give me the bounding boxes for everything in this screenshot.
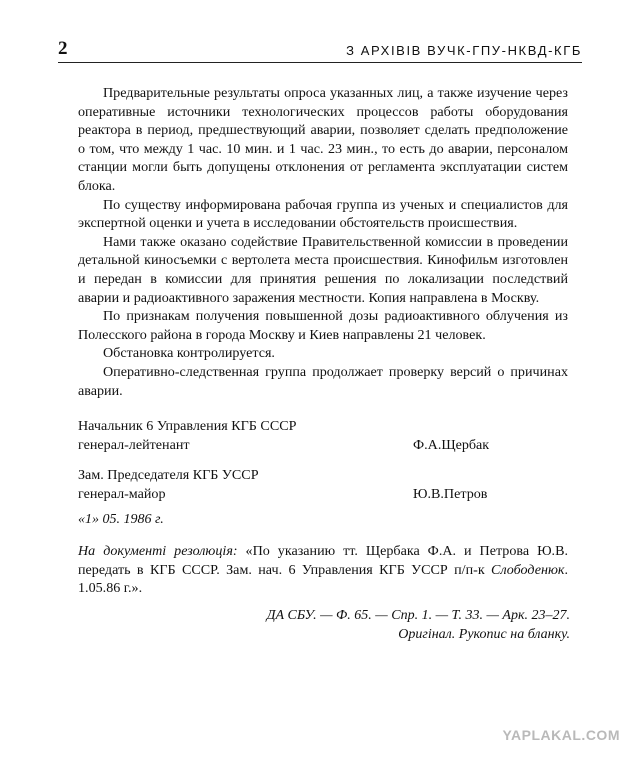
resolution-signer: Слободенюк (491, 561, 565, 578)
source-description: Оригінал. Рукопис на бланку. (398, 626, 570, 642)
signer-name: Ф.А.Щербак (413, 436, 490, 453)
paragraph: Предварительные результаты опроса указанных лиц, а также изучение через оперативные источники технологических процессов работы оборудования реактора в период, предшествующий аварии, позволяет сделать предположение о том, что между 1 час. 10 мин. и 1 час. 23 мин., то есть до аварии, персоналом станции могли быть допущены отклонения от регламента эксплуатации систем блока. (78, 85, 568, 194)
archive-source (267, 607, 570, 644)
resolution-text: «По указанию тт. Щербака Ф.А. и Петрова Ю.В. передать в КГБ СССР. Зам. нач. 6 Управления КГБ УССР п/п-к (78, 543, 568, 578)
paragraph: Обстановка контролируется. (103, 345, 275, 362)
running-title: З АРХІВІВ ВУЧК-ГПУ-НКВД-КГБ (346, 43, 582, 58)
paragraph: По существу информирована рабочая группа из ученых и специалистов для экспертной оценки и учета в исследовании обстоятельств происшествия. (78, 196, 568, 232)
signer-rank: генерал-лейтенант (78, 436, 190, 453)
paragraph: Нами также оказано содействие Правительственной комиссии в проведении детальной киносъемки с вертолета места происшествия. Кинофильм изготовлен и передан в комиссии для принятия решения по локализации последствий аварии и радиоактивного заражения местности. Копия направлена в Москву. (78, 233, 568, 306)
resolution-end: . 1.05.86 г.». (78, 561, 568, 597)
site-watermark: YAPLAKAL.COM (502, 727, 620, 743)
document-date: «1» 05. 1986 г. (78, 512, 164, 527)
signer-rank: генерал-майор (78, 485, 166, 502)
signer-name: Ю.В.Петров (413, 485, 488, 502)
signature-block-1 (78, 417, 568, 454)
page-number: 2 (58, 38, 68, 59)
signature-block-2 (78, 466, 568, 503)
signer-title: Начальник 6 Управления КГБ СССР (78, 418, 297, 434)
signer-title: Зам. Председателя КГБ УССР (78, 467, 259, 483)
resolution-lead: На документі резолюція: (78, 543, 238, 559)
paragraph: Оперативно-следственная группа продолжает проверку версий о причинах аварии. (78, 363, 568, 399)
source-reference: ДА СБУ. — Ф. 65. — Спр. 1. — Т. 33. — Арк. 23–27. (266, 608, 570, 623)
body-text (78, 84, 568, 400)
paragraph: По признакам получения повышенной дозы радиоактивного облучения из Полесского района в города Москву и Киев направлены 21 человек. (78, 308, 568, 343)
resolution-note (78, 542, 568, 598)
page-header (58, 38, 582, 63)
